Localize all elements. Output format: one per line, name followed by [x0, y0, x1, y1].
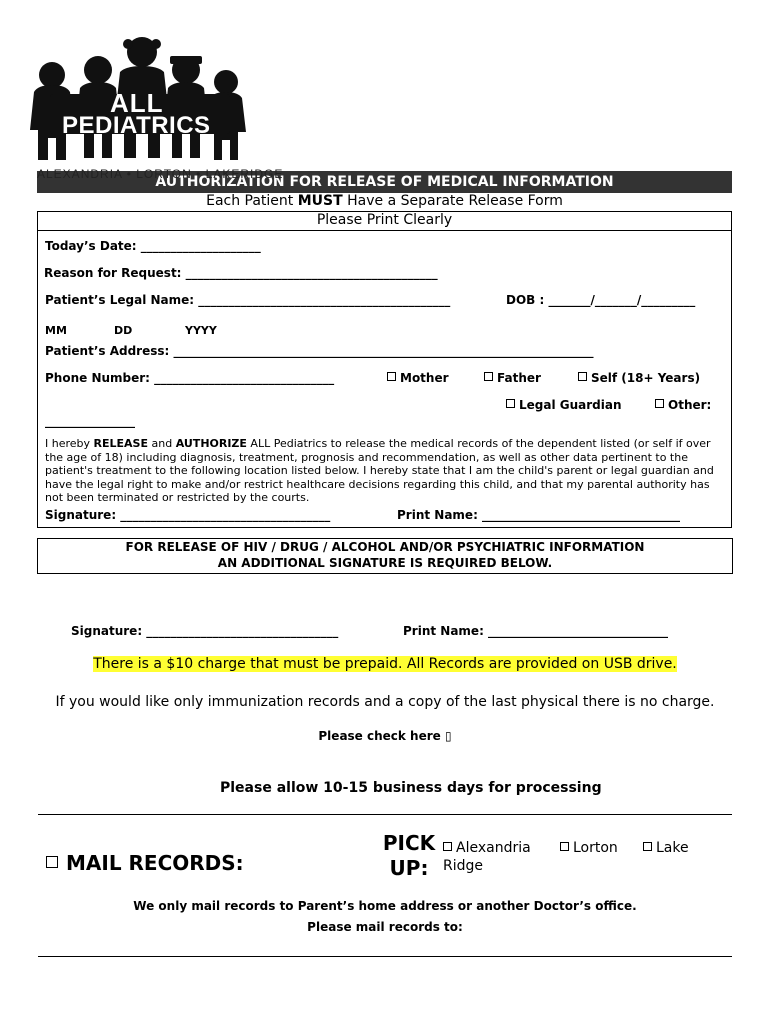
sensitive-info-line2: AN ADDITIONAL SIGNATURE IS REQUIRED BELOW.: [217, 556, 553, 570]
legal-guardian-checkbox[interactable]: Legal Guardian: [506, 398, 622, 412]
signature-field[interactable]: Signature: ___________________________________: [45, 508, 331, 522]
sensitive-info-line1: FOR RELEASE OF HIV / DRUG / ALCOHOL AND/OR PSYCHIATRIC INFORMATION: [125, 540, 645, 554]
logo-text-pediatrics: PEDIATRICS: [62, 112, 211, 139]
phone-field[interactable]: Phone Number: ______________________________: [45, 371, 335, 385]
divider: [38, 814, 732, 815]
processing-notice: Please allow 10-15 business days for processing: [220, 780, 602, 796]
form-title: AUTHORIZATION FOR RELEASE OF MEDICAL INFORMATION: [37, 171, 732, 193]
charge-notice-wrap: [0, 656, 770, 672]
checkbox-icon: [643, 842, 652, 851]
mail-records-option[interactable]: MAIL RECORDS:: [46, 851, 244, 875]
checkbox-icon: [578, 372, 587, 381]
dd-label: DD: [114, 324, 133, 337]
checkbox-icon: [443, 842, 452, 851]
checkbox-icon: [560, 842, 569, 851]
print-name-field[interactable]: Print Name: _________________________________: [397, 508, 681, 522]
charge-notice: There is a $10 charge that must be prepaid. All Records are provided on USB drive.: [93, 656, 677, 672]
additional-signature-field[interactable]: Signature: ________________________________: [71, 624, 339, 638]
mail-address-line[interactable]: [38, 956, 732, 957]
self-checkbox[interactable]: Self (18+ Years): [578, 371, 700, 385]
immunization-notice: If you would like only immunization records and a copy of the last physical there is no charge.: [55, 694, 715, 710]
pickup-lake-ridge-continued: Ridge: [443, 858, 484, 874]
checkbox-icon: [506, 399, 515, 408]
divider: [38, 230, 731, 231]
pickup-lorton[interactable]: Lorton: [560, 840, 618, 856]
todays-date-field[interactable]: Today’s Date: ____________________: [45, 239, 261, 253]
yyyy-label: YYYY: [185, 324, 217, 337]
additional-print-name-field[interactable]: Print Name: ______________________________: [403, 624, 669, 638]
logo-locations: ALEXANDRIA • LORTON • LAKERIDGE: [37, 167, 284, 181]
pickup-label: PICK UP:: [382, 831, 436, 880]
print-clearly-notice: Please Print Clearly: [316, 212, 453, 228]
checkbox-icon: [655, 399, 664, 408]
mm-label: MM: [45, 324, 67, 337]
pickup-alexandria[interactable]: Alexandria: [443, 840, 531, 856]
pickup-lake-ridge[interactable]: Lake: [643, 840, 689, 856]
separate-form-notice: Each Patient MUST Have a Separate Release Form: [206, 193, 563, 209]
legal-name-field[interactable]: Patient’s Legal Name: __________________________________________: [45, 293, 451, 307]
authorization-paragraph: I hereby RELEASE and AUTHORIZE ALL Pediatrics to release the medical records of the dependent listed (or self if over the age of 18) including diagnosis, treatment, prognosis and recommendation, as well as other data pertinent to the patient's treatment to the following location listed below. I hereby state that I am the child's parent or legal guardian and have the legal right to make and/or restrict healthcare decisions regarding this child, and that my parental authority has not been terminated or restricted by the courts.: [45, 437, 714, 505]
mother-checkbox[interactable]: Mother: [387, 371, 449, 385]
mail-to-label: Please mail records to:: [307, 920, 463, 934]
dob-field[interactable]: DOB : _______/_______/_________: [506, 293, 696, 307]
mail-restriction-notice: We only mail records to Parent’s home address or another Doctor’s office.: [133, 899, 637, 913]
checkbox-icon: [387, 372, 396, 381]
address-field[interactable]: Patient’s Address: ______________________________________________________________________: [45, 344, 594, 358]
reason-field[interactable]: Reason for Request: __________________________________________: [44, 266, 438, 280]
father-checkbox[interactable]: Father: [484, 371, 541, 385]
checkbox-icon: [484, 372, 493, 381]
immunization-check[interactable]: Please check here ▯: [318, 729, 452, 743]
other-checkbox[interactable]: Other:: [655, 398, 711, 412]
logo-text-all: ALL: [110, 88, 164, 118]
sensitive-info-notice: [37, 538, 733, 574]
checkbox-icon: [46, 856, 58, 868]
other-field[interactable]: _______________: [45, 414, 135, 428]
